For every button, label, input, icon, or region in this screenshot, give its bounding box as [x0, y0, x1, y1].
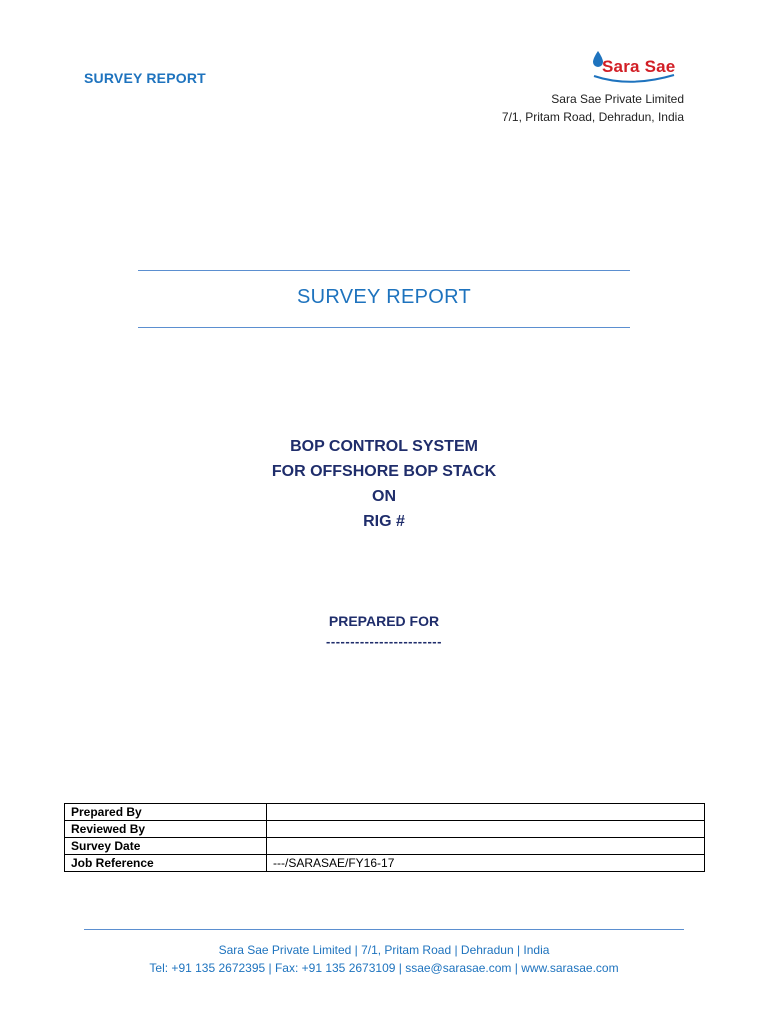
- header-title: SURVEY REPORT: [84, 70, 206, 86]
- table-label-cell: Survey Date: [65, 838, 267, 855]
- table-value-cell: [267, 804, 705, 821]
- title-rule-top: [138, 270, 630, 271]
- table-row: [65, 804, 705, 821]
- logo-text: Sara Sae: [602, 57, 676, 76]
- logo-swoosh-icon: [590, 72, 678, 86]
- table-value-cell: ---/SARASAE/FY16-17: [267, 855, 705, 872]
- title-rule-bottom: [138, 327, 630, 328]
- table-row: [65, 821, 705, 838]
- footer-address: Sara Sae Private Limited | 7/1, Pritam Road | Dehradun | India: [218, 943, 550, 957]
- table-row: [65, 838, 705, 855]
- prepared-for-value: ------------------------: [326, 634, 442, 649]
- prepared-for-label: PREPARED FOR: [328, 613, 440, 629]
- footer-rule: [84, 929, 684, 930]
- footer-contact: Tel: +91 135 2672395 | Fax: +91 135 2673109 | ssae@sarasae.com | www.sarasae.com: [149, 961, 619, 975]
- page-title: SURVEY REPORT: [297, 286, 471, 308]
- table-row: [65, 855, 705, 872]
- subject-line: BOP CONTROL SYSTEM: [290, 438, 478, 455]
- subject-line: ON: [372, 488, 396, 505]
- report-subject: [184, 434, 584, 534]
- subject-line: FOR OFFSHORE BOP STACK: [271, 463, 497, 480]
- table-label-cell: Prepared By: [65, 804, 267, 821]
- company-name: Sara Sae Private Limited: [551, 92, 684, 106]
- company-address: 7/1, Pritam Road, Dehradun, India: [501, 110, 684, 124]
- subject-line: RIG #: [363, 513, 405, 530]
- table-label-cell: Job Reference: [65, 855, 267, 872]
- table-value-cell: [267, 838, 705, 855]
- company-logo: [588, 46, 678, 86]
- table-label-cell: Reviewed By: [65, 821, 267, 838]
- report-info-table: [64, 803, 705, 872]
- table-value-cell: [267, 821, 705, 838]
